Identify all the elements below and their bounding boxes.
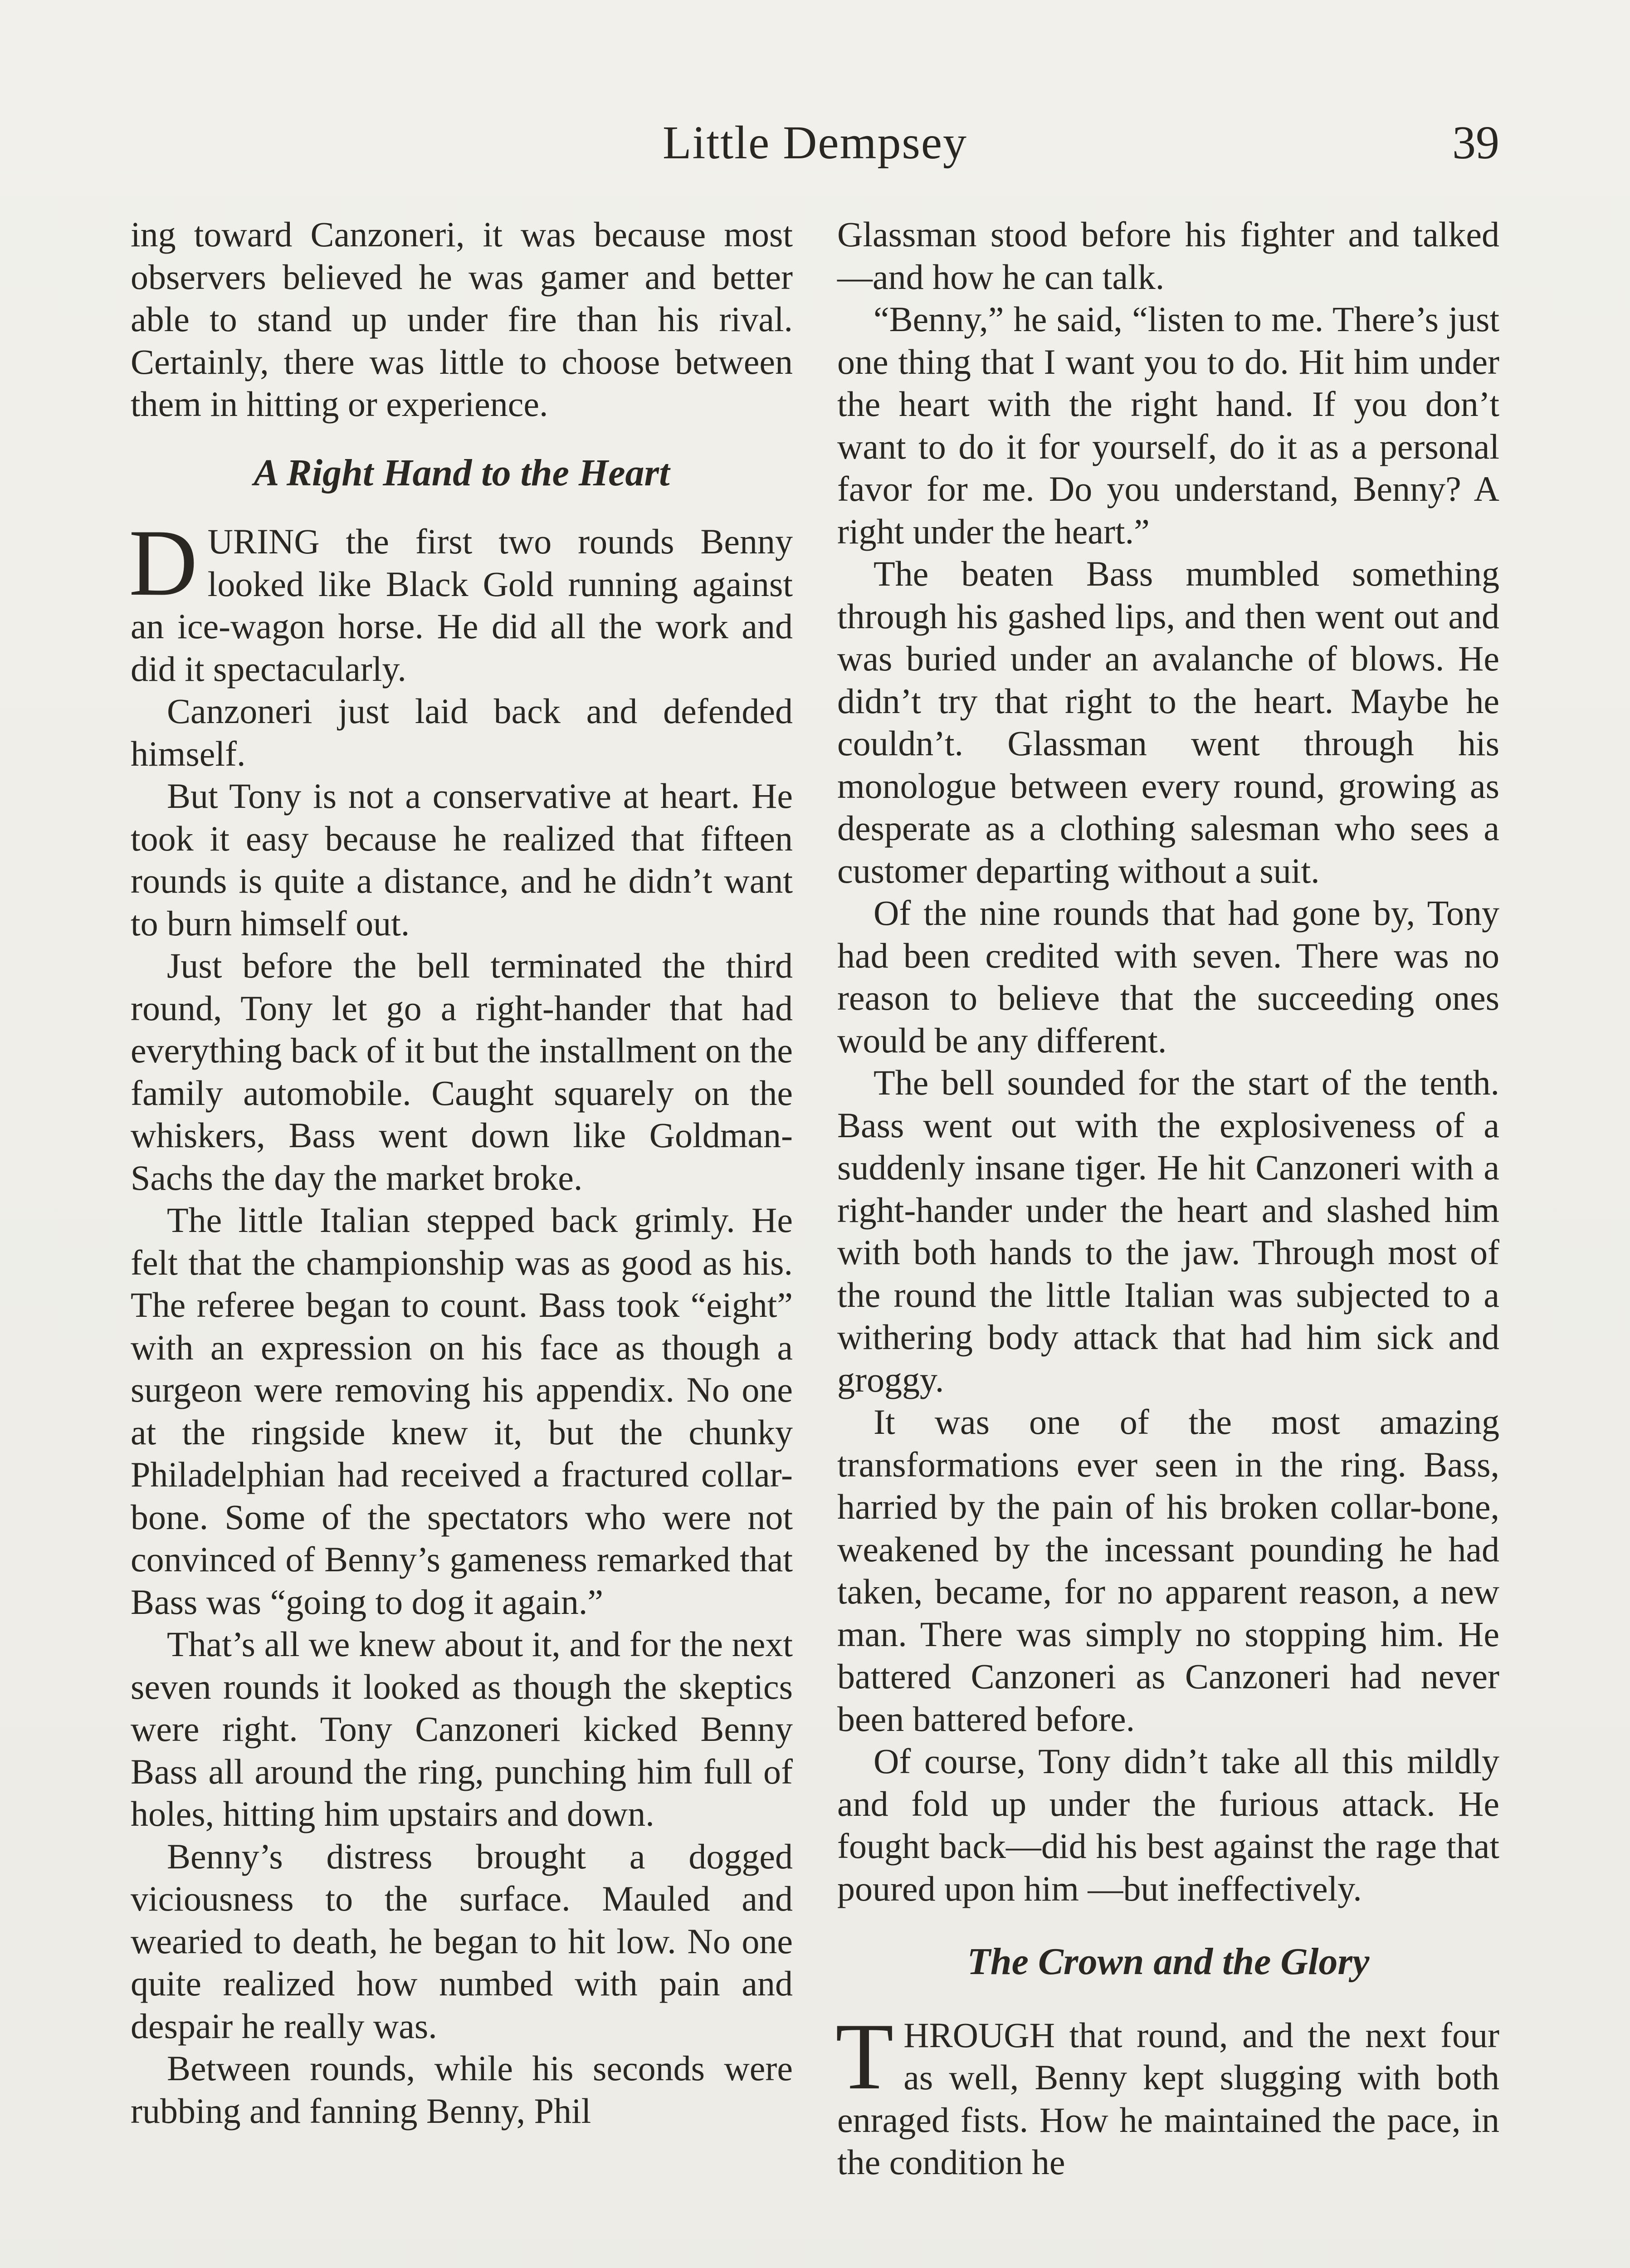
page-header xyxy=(131,116,1499,175)
right-column xyxy=(837,213,1499,2184)
paragraph: The beaten Bass mumbled something through his gashed lips, and then went out and was buried under an avalanche of blows. He didn’t try that right to the heart. Maybe he couldn’t. Glassman went through his monologue between every round, growing as desperate as a clothing salesman who sees a customer departing without a suit. xyxy=(837,554,1499,890)
paragraph: ing toward Canzoneri, it was because most observers believed he was gamer and better able to stand up under fire than his rival. Certainly, there was little to choose between them in hitting or experience. xyxy=(131,215,793,424)
paragraph: Canzoneri just laid back and defended himself. xyxy=(131,691,793,773)
page-number: 39 xyxy=(1452,117,1499,169)
paragraph: The bell sounded for the start of the tenth. Bass went out with the explosiveness of a suddenly insane tiger. He hit Canzoneri with a right-hander under the heart and slashed him with both hands to the jaw. Through most of the round the little Italian was subjected to a withering body attack that had him sick and groggy. xyxy=(837,1063,1499,1399)
paragraph: That’s all we knew about it, and for the next seven rounds it looked as though the skeptics were right. Tony Canzoneri kicked Benny Bass all around the ring, punching him full of holes, hitting him upstairs and down. xyxy=(131,1624,793,1833)
paragraph: It was one of the most amazing transformations ever seen in the ring. Bass, harried by the pain of his broken collar-bone, weakened by the incessant pounding he had taken, became, for no apparent reason, a new man. There was simply no stopping him. He battered Canzoneri as Canzoneri had never been battered before. xyxy=(837,1402,1499,1739)
section-heading: The Crown and the Glory xyxy=(967,1941,1370,1983)
drop-cap: T xyxy=(835,2004,894,2109)
paragraph xyxy=(129,510,793,690)
paragraph: Just before the bell terminated the third round, Tony let go a right-hander that had everything back of it but the installment on the family automobile. Caught squarely on the whiskers, Bass went down like Goldman-Sachs the day the market broke. xyxy=(131,946,793,1198)
paragraph-text: URING the first two rounds Benny looked like Black Gold running against an ice-wagon horse. He did all the work and did it spectacularly. xyxy=(131,522,793,689)
paragraph: “Benny,” he said, “listen to me. There’s just one thing that I want you to do. Hit him under the heart with the right hand. If you don’t want to do it for yourself, do it as a personal favor for me. Do you understand, Benny? A right under the heart.” xyxy=(837,299,1499,551)
paragraph: Glassman stood before his fighter and talked—and how he can talk. xyxy=(837,215,1499,297)
paragraph-text: HROUGH that round, and the next four as well, Benny kept slugging with both enraged fists. How he maintained the pace, in the condition he xyxy=(837,2015,1499,2182)
paragraph: The little Italian stepped back grimly. He felt that the championship was as good as his. The referee began to count. Bass took “eight” with an expression on his face as though a surgeon were removing his appendix. No one at the ringside knew it, but the chunky Philadelphian had received a fractured collar-bone. Some of the spectators who were not convinced of Benny’s gameness remarked that Bass was “going to dog it again.” xyxy=(131,1200,793,1622)
paragraph: Of course, Tony didn’t take all this mildly and fold up under the furious attack. He fought back—did his best against the rage that poured upon him —but ineffectively. xyxy=(837,1741,1499,1908)
running-title: Little Dempsey xyxy=(662,117,968,169)
paragraph xyxy=(835,2004,1499,2184)
paragraph: Between rounds, while his seconds were rubbing and fanning Benny, Phil xyxy=(131,2048,793,2131)
left-column xyxy=(131,213,793,2132)
section-heading: A Right Hand to the Heart xyxy=(254,451,670,494)
paragraph: Of the nine rounds that had gone by, Tony had been credited with seven. There was no reason to believe that the succeeding ones would be any different. xyxy=(837,893,1499,1060)
drop-cap: D xyxy=(129,510,198,616)
paragraph: Benny’s distress brought a dogged viciousness to the surface. Mauled and wearied to death, he began to hit low. No one quite realized how numbed with pain and despair he really was. xyxy=(131,1836,793,2046)
paragraph: But Tony is not a conservative at heart. He took it easy because he realized that fifteen rounds is quite a distance, and he didn’t want to burn himself out. xyxy=(131,776,793,943)
